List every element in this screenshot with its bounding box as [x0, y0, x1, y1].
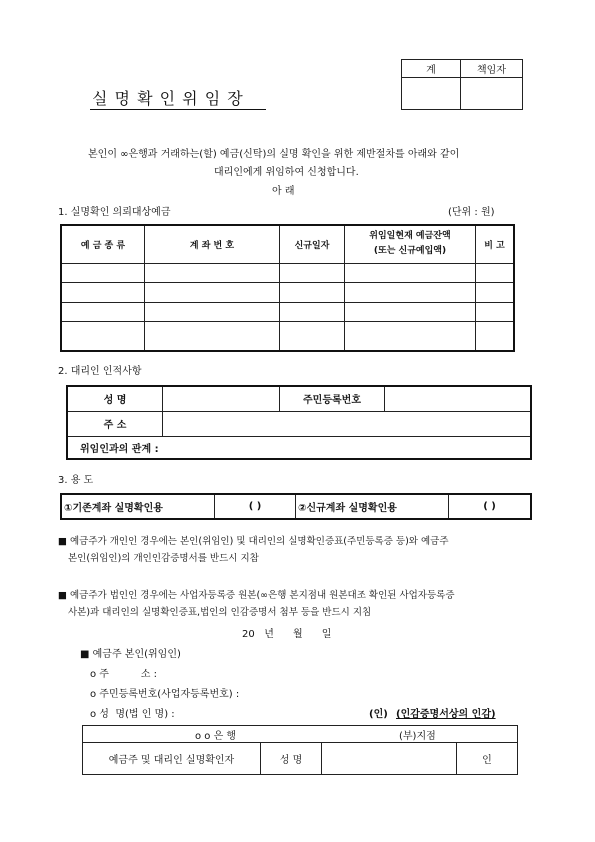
cell[interactable] [61, 283, 145, 303]
col-header-note: 비 고 [476, 225, 515, 263]
deposit-table [60, 224, 515, 352]
purpose-new-label: ②신규계좌 실명확인용 [296, 494, 449, 519]
agent-address-label: 주 소 [67, 411, 163, 436]
bank-branch: (부)지점 [399, 731, 436, 742]
section3-heading: 3. 용 도 [58, 475, 94, 486]
cell[interactable] [61, 302, 145, 322]
purpose-existing-checkbox[interactable]: ( ) [215, 494, 296, 519]
purpose-table [60, 493, 532, 520]
cell[interactable] [345, 283, 476, 303]
cell[interactable] [145, 283, 280, 303]
approval-sign-2[interactable] [461, 78, 523, 110]
section1-heading: 1. 실명확인 의뢰대상예금 [58, 207, 171, 218]
cell[interactable] [345, 263, 476, 283]
cell[interactable] [280, 263, 345, 283]
col-header-type: 예 금 종 류 [61, 225, 145, 263]
principal-id[interactable]: o 주민등록번호(사업자등록번호) : [90, 689, 240, 700]
cell[interactable] [61, 263, 145, 283]
note-individual-line-1: ■ 예금주가 개인인 경우에는 본인(위임인) 및 대리인의 실명확인증표(주민등록증 등)와 예금주 [58, 536, 449, 547]
cell[interactable] [61, 322, 145, 351]
purpose-existing-label: ①기존계좌 실명확인용 [61, 494, 215, 519]
cell[interactable] [345, 302, 476, 322]
intro-below: 아 래 [272, 186, 295, 197]
cell[interactable] [145, 302, 280, 322]
agent-address-field[interactable] [163, 411, 532, 436]
table-row [61, 283, 514, 303]
table-row [61, 322, 514, 351]
cell[interactable] [476, 283, 515, 303]
cell[interactable] [145, 322, 280, 351]
approval-col-2: 책임자 [461, 60, 523, 78]
agent-table [66, 385, 532, 460]
principal-address[interactable]: o 주 소 : [90, 669, 157, 680]
cell[interactable] [345, 322, 476, 351]
bank-name: o o 은 행 [195, 731, 237, 742]
col-header-account: 계 좌 번 호 [145, 225, 280, 263]
principal-seal: (인) [369, 709, 388, 720]
agent-name-label: 성 명 [67, 386, 163, 411]
cell[interactable] [280, 283, 345, 303]
cell[interactable] [280, 302, 345, 322]
principal-heading: ■ 예금주 본인(위임인) [80, 649, 181, 660]
cell[interactable] [280, 322, 345, 351]
confirmer-sign[interactable]: 인 [457, 743, 518, 775]
cell[interactable] [476, 302, 515, 322]
approval-box [401, 59, 523, 110]
confirmer-label: 예금주 및 대리인 실명확인자 [83, 743, 261, 775]
approval-col-1: 계 [402, 60, 461, 78]
title-underline [90, 109, 266, 110]
confirmer-name-label: 성 명 [261, 743, 322, 775]
table-row [61, 263, 514, 283]
bank-header [83, 726, 518, 743]
intro-line-2: 대리인에게 위임하여 신청합니다. [214, 167, 359, 178]
principal-seal-note: (인감증명서상의 인감) [396, 709, 496, 720]
approval-sign-1[interactable] [402, 78, 461, 110]
purpose-new-checkbox[interactable]: ( ) [449, 494, 532, 519]
intro-line-1: 본인이 ∞은행과 거래하는(할) 예금(신탁)의 실명 확인을 위한 제반절차를 아래와 같이 [88, 149, 460, 160]
cell[interactable] [476, 263, 515, 283]
col-header-balance: 위임일현재 예금잔액 (또는 신규예입액) [345, 225, 476, 263]
bank-confirm-table [82, 725, 518, 775]
note-individual-line-2: 본인(위임인)의 개인인감증명서를 반드시 지참 [68, 553, 259, 564]
confirmer-name-field[interactable] [322, 743, 457, 775]
note-corporate-line-2: 사본)과 대리인의 실명확인증표,법인의 인감증명서 첨부 등을 반드시 지침 [68, 607, 372, 618]
agent-name-field[interactable] [163, 386, 280, 411]
col-header-date: 신규일자 [280, 225, 345, 263]
section1-unit: (단위 : 원) [448, 207, 495, 218]
page-title: 실 명 확 인 위 임 장 [92, 89, 244, 108]
table-row [61, 302, 514, 322]
agent-id-label: 주민등록번호 [280, 386, 385, 411]
agent-id-field[interactable] [385, 386, 532, 411]
date-line[interactable]: 20 년 월 일 [242, 629, 332, 640]
cell[interactable] [476, 322, 515, 351]
note-corporate-line-1: ■ 예금주가 법인인 경우에는 사업자등록증 원본(∞은행 본지점내 원본대조 확인된 사업자등록증 [58, 590, 455, 601]
principal-name[interactable]: o 성 명(법 인 명) : [90, 709, 175, 720]
agent-relation-label[interactable]: 위임인과의 관계 : [67, 436, 531, 459]
section2-heading: 2. 대리인 인적사항 [58, 366, 142, 377]
cell[interactable] [145, 263, 280, 283]
